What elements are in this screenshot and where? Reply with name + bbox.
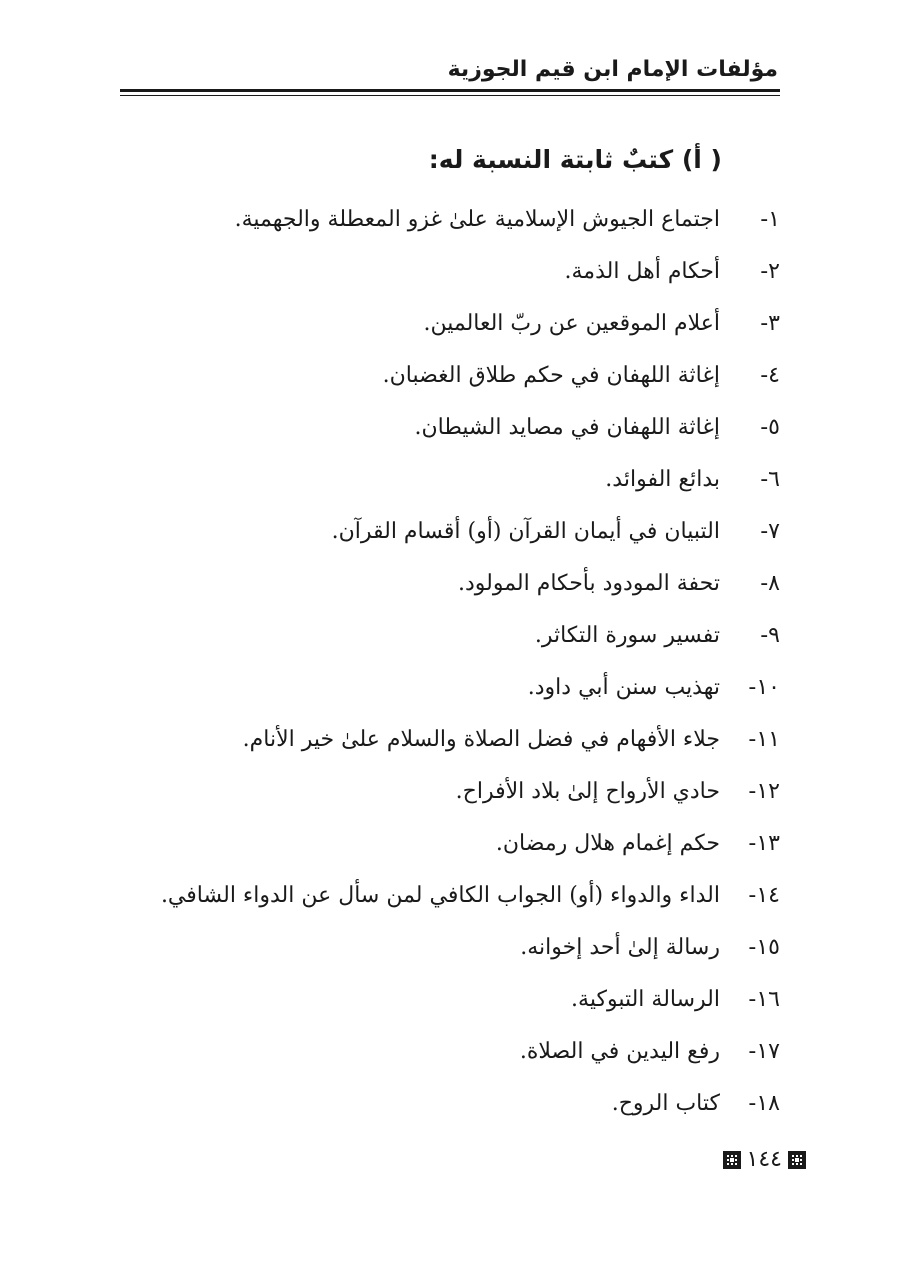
page-footer	[723, 1147, 806, 1173]
item-number: ١٣-	[748, 830, 780, 856]
book-title: رسالة إلىٰ أحد إخوانه.	[520, 934, 720, 960]
list-item	[60, 453, 780, 505]
book-title: تهذيب سنن أبي داود.	[527, 674, 720, 700]
book-title: اجتماع الجيوش الإسلامية علىٰ غزو المعطلة والجهمية.	[234, 206, 720, 232]
item-number: ٢-	[760, 258, 780, 284]
book-title: رفع اليدين في الصلاة.	[519, 1038, 720, 1064]
item-number: ١١-	[748, 726, 780, 752]
list-item	[60, 1077, 780, 1129]
book-title: حكم إغمام هلال رمضان.	[495, 830, 720, 856]
book-list	[60, 193, 780, 1129]
list-item	[60, 765, 780, 817]
list-item	[60, 817, 780, 869]
list-item	[60, 973, 780, 1025]
item-number: ١٦-	[748, 986, 780, 1012]
running-header	[120, 55, 780, 96]
list-item	[60, 193, 780, 245]
list-item	[60, 401, 780, 453]
page-number: ١٤٤	[746, 1147, 782, 1172]
square-ornament-icon	[723, 1151, 741, 1169]
book-title: حادي الأرواح إلىٰ بلاد الأفراح.	[455, 778, 720, 804]
list-item	[60, 921, 780, 973]
list-item	[60, 713, 780, 765]
book-title: التبيان في أيمان القرآن (أو) أقسام القرآن.	[331, 518, 720, 544]
header-rule-thick	[120, 89, 780, 92]
item-number: ٨-	[760, 570, 780, 596]
book-title: أعلام الموقعين عن ربّ العالمين.	[423, 310, 720, 336]
item-number: ٤-	[760, 362, 780, 388]
item-number: ٩-	[760, 622, 780, 648]
book-title: بدائع الفوائد.	[605, 466, 720, 492]
list-item	[60, 609, 780, 661]
list-item	[60, 869, 780, 921]
book-title: أحكام أهل الذمة.	[564, 258, 720, 284]
book-title: تحفة المودود بأحكام المولود.	[457, 570, 720, 596]
item-number: ٥-	[760, 414, 780, 440]
book-title: إغاثة اللهفان في مصايد الشيطان.	[414, 414, 720, 440]
item-number: ١-	[760, 206, 780, 232]
list-item	[60, 297, 780, 349]
header-title: مؤلفات الإمام ابن قيم الجوزية	[447, 57, 778, 82]
item-number: ١٢-	[748, 778, 780, 804]
book-title: كتاب الروح.	[611, 1090, 720, 1116]
section-title: ( أ) كتبٌ ثابتة النسبة له:	[428, 145, 722, 174]
item-number: ١٤-	[748, 882, 780, 908]
list-item	[60, 661, 780, 713]
item-number: ١٨-	[748, 1090, 780, 1116]
book-title: الرسالة التبوكية.	[571, 986, 720, 1012]
list-item	[60, 245, 780, 297]
square-ornament-icon	[788, 1151, 806, 1169]
item-number: ٣-	[760, 310, 780, 336]
header-rule-thin	[120, 95, 780, 96]
item-number: ٦-	[760, 466, 780, 492]
item-number: ٧-	[760, 518, 780, 544]
book-title: الداء والدواء (أو) الجواب الكافي لمن سأل عن الدواء الشافي.	[160, 882, 720, 908]
list-item	[60, 557, 780, 609]
item-number: ١٠-	[748, 674, 780, 700]
item-number: ١٥-	[748, 934, 780, 960]
item-number: ١٧-	[748, 1038, 780, 1064]
book-title: تفسير سورة التكاثر.	[534, 622, 720, 648]
book-title: إغاثة اللهفان في حكم طلاق الغضبان.	[382, 362, 720, 388]
list-item	[60, 1025, 780, 1077]
list-item	[60, 505, 780, 557]
list-item	[60, 349, 780, 401]
book-title: جلاء الأفهام في فضل الصلاة والسلام علىٰ خير الأنام.	[242, 726, 720, 752]
